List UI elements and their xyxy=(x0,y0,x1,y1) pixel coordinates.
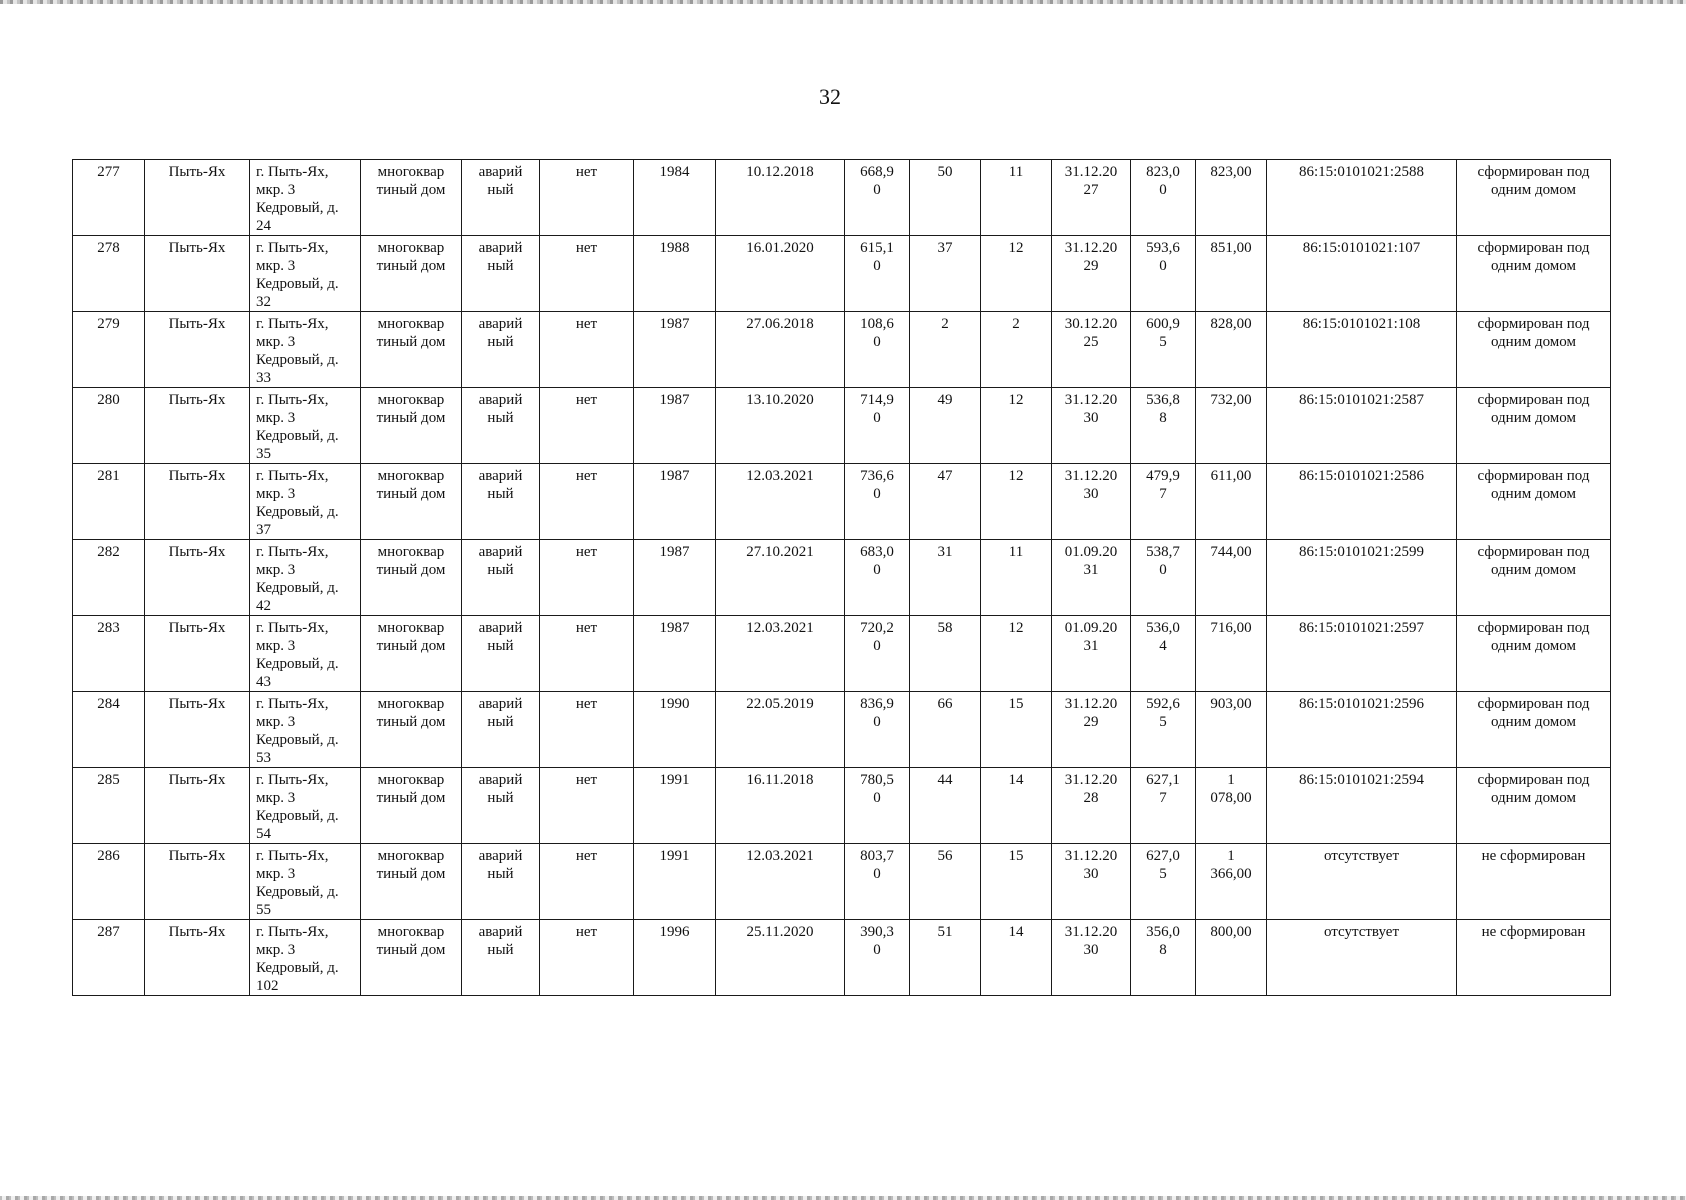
cell-record-number: 277 xyxy=(73,160,145,236)
registry-table-body xyxy=(73,160,1611,996)
cell-flag: нет xyxy=(540,160,634,236)
cell-land-area: 356,0 8 xyxy=(1131,920,1196,996)
cell-record-number: 284 xyxy=(73,692,145,768)
cell-area: 615,1 0 xyxy=(845,236,910,312)
cell-cadastral-number: 86:15:0101021:2588 xyxy=(1267,160,1457,236)
cell-land-status: сформирован под одним домом xyxy=(1457,768,1611,844)
cell-address: г. Пыть-Ях, мкр. 3 Кедровый, д. 24 xyxy=(250,160,361,236)
cell-area: 390,3 0 xyxy=(845,920,910,996)
cell-flag: нет xyxy=(540,920,634,996)
cell-municipality: Пыть-Ях xyxy=(145,388,250,464)
cell-municipality: Пыть-Ях xyxy=(145,236,250,312)
cell-residents: 56 xyxy=(910,844,981,920)
cell-building-type: многоквар тиный дом xyxy=(361,692,462,768)
cell-building-type: многоквар тиный дом xyxy=(361,160,462,236)
cell-apartments: 14 xyxy=(981,920,1052,996)
cell-cadastral-number: отсутствует xyxy=(1267,920,1457,996)
cell-construction-year: 1996 xyxy=(634,920,716,996)
cell-residents: 58 xyxy=(910,616,981,692)
cell-flag: нет xyxy=(540,236,634,312)
cell-construction-year: 1990 xyxy=(634,692,716,768)
cell-apartments: 15 xyxy=(981,692,1052,768)
cell-address: г. Пыть-Ях, мкр. 3 Кедровый, д. 42 xyxy=(250,540,361,616)
cell-land-status: сформирован под одним домом xyxy=(1457,692,1611,768)
cell-resettlement-deadline: 31.12.20 29 xyxy=(1052,236,1131,312)
cell-recognition-date: 12.03.2021 xyxy=(716,616,845,692)
cell-residents: 51 xyxy=(910,920,981,996)
cell-address: г. Пыть-Ях, мкр. 3 Кедровый, д. 33 xyxy=(250,312,361,388)
cell-condition: аварий ный xyxy=(462,920,540,996)
table-row xyxy=(73,464,1611,540)
cell-record-number: 278 xyxy=(73,236,145,312)
cell-apartments: 12 xyxy=(981,616,1052,692)
cell-land-area-norm: 828,00 xyxy=(1196,312,1267,388)
cell-record-number: 285 xyxy=(73,768,145,844)
table-row xyxy=(73,616,1611,692)
cell-cadastral-number: 86:15:0101021:108 xyxy=(1267,312,1457,388)
cell-condition: аварий ный xyxy=(462,616,540,692)
cell-recognition-date: 13.10.2020 xyxy=(716,388,845,464)
cell-residents: 50 xyxy=(910,160,981,236)
cell-flag: нет xyxy=(540,768,634,844)
cell-land-area: 536,0 4 xyxy=(1131,616,1196,692)
cell-municipality: Пыть-Ях xyxy=(145,692,250,768)
cell-condition: аварий ный xyxy=(462,768,540,844)
cell-address: г. Пыть-Ях, мкр. 3 Кедровый, д. 43 xyxy=(250,616,361,692)
cell-recognition-date: 25.11.2020 xyxy=(716,920,845,996)
cell-resettlement-deadline: 31.12.20 30 xyxy=(1052,464,1131,540)
cell-municipality: Пыть-Ях xyxy=(145,312,250,388)
cell-land-status: сформирован под одним домом xyxy=(1457,616,1611,692)
cell-land-status: сформирован под одним домом xyxy=(1457,540,1611,616)
cell-apartments: 14 xyxy=(981,768,1052,844)
cell-resettlement-deadline: 31.12.20 30 xyxy=(1052,388,1131,464)
cell-record-number: 279 xyxy=(73,312,145,388)
cell-land-area-norm: 800,00 xyxy=(1196,920,1267,996)
cell-cadastral-number: 86:15:0101021:2587 xyxy=(1267,388,1457,464)
cell-building-type: многоквар тиный дом xyxy=(361,236,462,312)
cell-area: 683,0 0 xyxy=(845,540,910,616)
cell-land-area: 536,8 8 xyxy=(1131,388,1196,464)
cell-flag: нет xyxy=(540,540,634,616)
cell-residents: 2 xyxy=(910,312,981,388)
cell-condition: аварий ный xyxy=(462,844,540,920)
cell-land-area-norm: 851,00 xyxy=(1196,236,1267,312)
cell-building-type: многоквар тиный дом xyxy=(361,540,462,616)
cell-condition: аварий ный xyxy=(462,312,540,388)
cell-condition: аварий ный xyxy=(462,692,540,768)
cell-land-area-norm: 1 366,00 xyxy=(1196,844,1267,920)
table-row xyxy=(73,160,1611,236)
cell-resettlement-deadline: 01.09.20 31 xyxy=(1052,616,1131,692)
cell-record-number: 287 xyxy=(73,920,145,996)
cell-residents: 47 xyxy=(910,464,981,540)
cell-condition: аварий ный xyxy=(462,464,540,540)
cell-municipality: Пыть-Ях xyxy=(145,616,250,692)
cell-land-area-norm: 903,00 xyxy=(1196,692,1267,768)
cell-area: 736,6 0 xyxy=(845,464,910,540)
cell-land-area-norm: 823,00 xyxy=(1196,160,1267,236)
cell-land-area-norm: 1 078,00 xyxy=(1196,768,1267,844)
cell-flag: нет xyxy=(540,388,634,464)
cell-building-type: многоквар тиный дом xyxy=(361,768,462,844)
cell-address: г. Пыть-Ях, мкр. 3 Кедровый, д. 35 xyxy=(250,388,361,464)
cell-residents: 31 xyxy=(910,540,981,616)
cell-area: 108,6 0 xyxy=(845,312,910,388)
cell-land-area: 479,9 7 xyxy=(1131,464,1196,540)
housing-registry-table xyxy=(72,159,1611,996)
cell-area: 668,9 0 xyxy=(845,160,910,236)
cell-area: 836,9 0 xyxy=(845,692,910,768)
cell-cadastral-number: 86:15:0101021:2596 xyxy=(1267,692,1457,768)
cell-address: г. Пыть-Ях, мкр. 3 Кедровый, д. 55 xyxy=(250,844,361,920)
cell-recognition-date: 12.03.2021 xyxy=(716,844,845,920)
cell-land-area: 627,0 5 xyxy=(1131,844,1196,920)
scan-edge-bottom xyxy=(0,1196,1686,1200)
cell-record-number: 282 xyxy=(73,540,145,616)
cell-recognition-date: 27.10.2021 xyxy=(716,540,845,616)
cell-cadastral-number: 86:15:0101021:2594 xyxy=(1267,768,1457,844)
cell-apartments: 12 xyxy=(981,388,1052,464)
cell-construction-year: 1991 xyxy=(634,844,716,920)
cell-recognition-date: 12.03.2021 xyxy=(716,464,845,540)
cell-condition: аварий ный xyxy=(462,540,540,616)
cell-land-area: 538,7 0 xyxy=(1131,540,1196,616)
cell-building-type: многоквар тиный дом xyxy=(361,464,462,540)
cell-flag: нет xyxy=(540,312,634,388)
cell-construction-year: 1991 xyxy=(634,768,716,844)
cell-construction-year: 1987 xyxy=(634,616,716,692)
cell-address: г. Пыть-Ях, мкр. 3 Кедровый, д. 53 xyxy=(250,692,361,768)
cell-municipality: Пыть-Ях xyxy=(145,540,250,616)
cell-municipality: Пыть-Ях xyxy=(145,464,250,540)
cell-municipality: Пыть-Ях xyxy=(145,768,250,844)
cell-recognition-date: 22.05.2019 xyxy=(716,692,845,768)
cell-residents: 66 xyxy=(910,692,981,768)
cell-land-status: сформирован под одним домом xyxy=(1457,312,1611,388)
cell-residents: 49 xyxy=(910,388,981,464)
cell-construction-year: 1988 xyxy=(634,236,716,312)
cell-record-number: 286 xyxy=(73,844,145,920)
cell-land-status: сформирован под одним домом xyxy=(1457,388,1611,464)
cell-flag: нет xyxy=(540,464,634,540)
cell-land-status: сформирован под одним домом xyxy=(1457,160,1611,236)
cell-municipality: Пыть-Ях xyxy=(145,920,250,996)
cell-address: г. Пыть-Ях, мкр. 3 Кедровый, д. 32 xyxy=(250,236,361,312)
cell-address: г. Пыть-Ях, мкр. 3 Кедровый, д. 102 xyxy=(250,920,361,996)
cell-address: г. Пыть-Ях, мкр. 3 Кедровый, д. 54 xyxy=(250,768,361,844)
cell-construction-year: 1987 xyxy=(634,312,716,388)
cell-land-area: 627,1 7 xyxy=(1131,768,1196,844)
cell-resettlement-deadline: 31.12.20 30 xyxy=(1052,920,1131,996)
cell-recognition-date: 16.01.2020 xyxy=(716,236,845,312)
cell-land-area: 592,6 5 xyxy=(1131,692,1196,768)
cell-construction-year: 1984 xyxy=(634,160,716,236)
table-row xyxy=(73,388,1611,464)
table-row xyxy=(73,540,1611,616)
cell-municipality: Пыть-Ях xyxy=(145,844,250,920)
cell-land-area-norm: 611,00 xyxy=(1196,464,1267,540)
page-number: 32 xyxy=(819,84,841,109)
cell-resettlement-deadline: 31.12.20 30 xyxy=(1052,844,1131,920)
cell-resettlement-deadline: 31.12.20 28 xyxy=(1052,768,1131,844)
cell-area: 803,7 0 xyxy=(845,844,910,920)
cell-flag: нет xyxy=(540,616,634,692)
cell-building-type: многоквар тиный дом xyxy=(361,616,462,692)
cell-area: 720,2 0 xyxy=(845,616,910,692)
cell-cadastral-number: 86:15:0101021:2586 xyxy=(1267,464,1457,540)
cell-land-area-norm: 732,00 xyxy=(1196,388,1267,464)
cell-resettlement-deadline: 31.12.20 29 xyxy=(1052,692,1131,768)
cell-construction-year: 1987 xyxy=(634,464,716,540)
table-row xyxy=(73,768,1611,844)
cell-apartments: 2 xyxy=(981,312,1052,388)
cell-condition: аварий ный xyxy=(462,236,540,312)
cell-building-type: многоквар тиный дом xyxy=(361,312,462,388)
table-row xyxy=(73,920,1611,996)
cell-land-area: 600,9 5 xyxy=(1131,312,1196,388)
cell-cadastral-number: 86:15:0101021:2599 xyxy=(1267,540,1457,616)
cell-cadastral-number: 86:15:0101021:2597 xyxy=(1267,616,1457,692)
cell-condition: аварий ный xyxy=(462,160,540,236)
cell-flag: нет xyxy=(540,692,634,768)
cell-residents: 37 xyxy=(910,236,981,312)
cell-land-status: не сформирован xyxy=(1457,844,1611,920)
cell-land-status: не сформирован xyxy=(1457,920,1611,996)
cell-apartments: 12 xyxy=(981,236,1052,312)
cell-construction-year: 1987 xyxy=(634,540,716,616)
cell-apartments: 12 xyxy=(981,464,1052,540)
cell-land-area: 823,0 0 xyxy=(1131,160,1196,236)
cell-apartments: 11 xyxy=(981,540,1052,616)
cell-municipality: Пыть-Ях xyxy=(145,160,250,236)
cell-address: г. Пыть-Ях, мкр. 3 Кедровый, д. 37 xyxy=(250,464,361,540)
table-row xyxy=(73,236,1611,312)
cell-condition: аварий ный xyxy=(462,388,540,464)
cell-area: 714,9 0 xyxy=(845,388,910,464)
cell-building-type: многоквар тиный дом xyxy=(361,920,462,996)
scan-edge-top xyxy=(0,0,1686,4)
cell-record-number: 281 xyxy=(73,464,145,540)
cell-building-type: многоквар тиный дом xyxy=(361,844,462,920)
cell-land-area-norm: 716,00 xyxy=(1196,616,1267,692)
cell-resettlement-deadline: 30.12.20 25 xyxy=(1052,312,1131,388)
cell-recognition-date: 10.12.2018 xyxy=(716,160,845,236)
cell-construction-year: 1987 xyxy=(634,388,716,464)
cell-resettlement-deadline: 31.12.20 27 xyxy=(1052,160,1131,236)
table-row xyxy=(73,692,1611,768)
table-row xyxy=(73,312,1611,388)
cell-cadastral-number: 86:15:0101021:107 xyxy=(1267,236,1457,312)
cell-residents: 44 xyxy=(910,768,981,844)
cell-resettlement-deadline: 01.09.20 31 xyxy=(1052,540,1131,616)
cell-land-area-norm: 744,00 xyxy=(1196,540,1267,616)
cell-apartments: 11 xyxy=(981,160,1052,236)
cell-recognition-date: 27.06.2018 xyxy=(716,312,845,388)
cell-land-status: сформирован под одним домом xyxy=(1457,236,1611,312)
cell-recognition-date: 16.11.2018 xyxy=(716,768,845,844)
cell-record-number: 280 xyxy=(73,388,145,464)
cell-area: 780,5 0 xyxy=(845,768,910,844)
cell-land-status: сформирован под одним домом xyxy=(1457,464,1611,540)
cell-cadastral-number: отсутствует xyxy=(1267,844,1457,920)
table-row xyxy=(73,844,1611,920)
cell-land-area: 593,6 0 xyxy=(1131,236,1196,312)
cell-flag: нет xyxy=(540,844,634,920)
cell-building-type: многоквар тиный дом xyxy=(361,388,462,464)
cell-record-number: 283 xyxy=(73,616,145,692)
cell-apartments: 15 xyxy=(981,844,1052,920)
